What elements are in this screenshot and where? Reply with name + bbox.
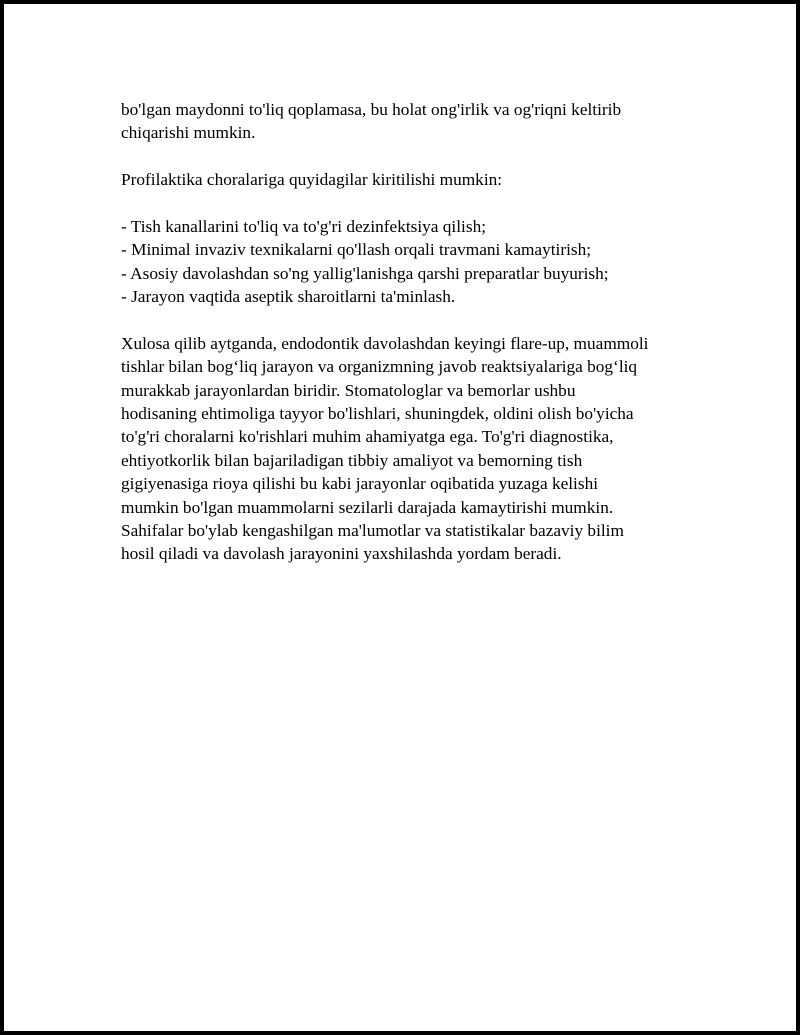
continuation-paragraph — [121, 98, 721, 145]
paragraph-line: chiqarishi mumkin. — [121, 123, 256, 143]
paragraph-spacer — [121, 309, 721, 332]
list-item: - Minimal invaziv texnikalarni qo'llash orqali travmani kamaytirish; — [121, 240, 592, 260]
prevention-list — [121, 215, 721, 309]
list-item: - Asosiy davolashdan so'ng yallig'lanishga qarshi preparatlar buyurish; — [121, 263, 609, 283]
paragraph-line: Sahifalar bo'ylab kengashilgan ma'lumotlar va statistikalar bazaviy bilim — [121, 521, 624, 541]
paragraph-line: Profilaktika choralariga quyidagilar kiritilishi mumkin: — [121, 170, 503, 190]
paragraph-line: mumkin bo'lgan muammolarni sezilarli darajada kamaytirishi mumkin. — [121, 497, 614, 517]
paragraph-line: hosil qiladi va davolash jarayonini yaxshilashda yordam beradi. — [121, 544, 562, 564]
paragraph-spacer — [121, 145, 721, 168]
paragraph-line: ehtiyotkorlik bilan bajariladigan tibbiy amaliyot va bemorning tish — [121, 450, 583, 470]
prevention-intro-paragraph — [121, 168, 721, 191]
paragraph-line: gigiyenasiga rioya qilishi bu kabi jarayonlar oqibatida yuzaga kelishi — [121, 474, 599, 494]
paragraph-line: tishlar bilan bog‘liq jarayon va organizmning javob reaktsiyalariga bog‘liq — [121, 357, 638, 377]
paragraph-line: to'g'ri choralarni ko'rishlari muhim ahamiyatga ega. To'g'ri diagnostika, — [121, 427, 614, 447]
conclusion-paragraph — [121, 332, 721, 566]
paragraph-line: bo'lgan maydonni to'liq qoplamasa, bu holat ong'irlik va og'riqni keltirib — [121, 100, 622, 119]
paragraph-line: murakkab jarayonlardan biridir. Stomatologlar va bemorlar ushbu — [121, 380, 576, 400]
list-item: - Jarayon vaqtida aseptik sharoitlarni ta'minlash. — [121, 287, 456, 307]
list-item: - Tish kanallarini to'liq va to'g'ri dezinfektsiya qilish; — [121, 216, 487, 236]
paragraph-line: Xulosa qilib aytganda, endodontik davolashdan keyingi flare-up, muammoli — [121, 333, 649, 353]
paragraph-line: hodisaning ehtimoliga tayyor bo'lishlari, shuningdek, oldini olish bo'yicha — [121, 404, 634, 424]
paragraph-spacer — [121, 192, 721, 215]
document-body — [121, 98, 721, 566]
